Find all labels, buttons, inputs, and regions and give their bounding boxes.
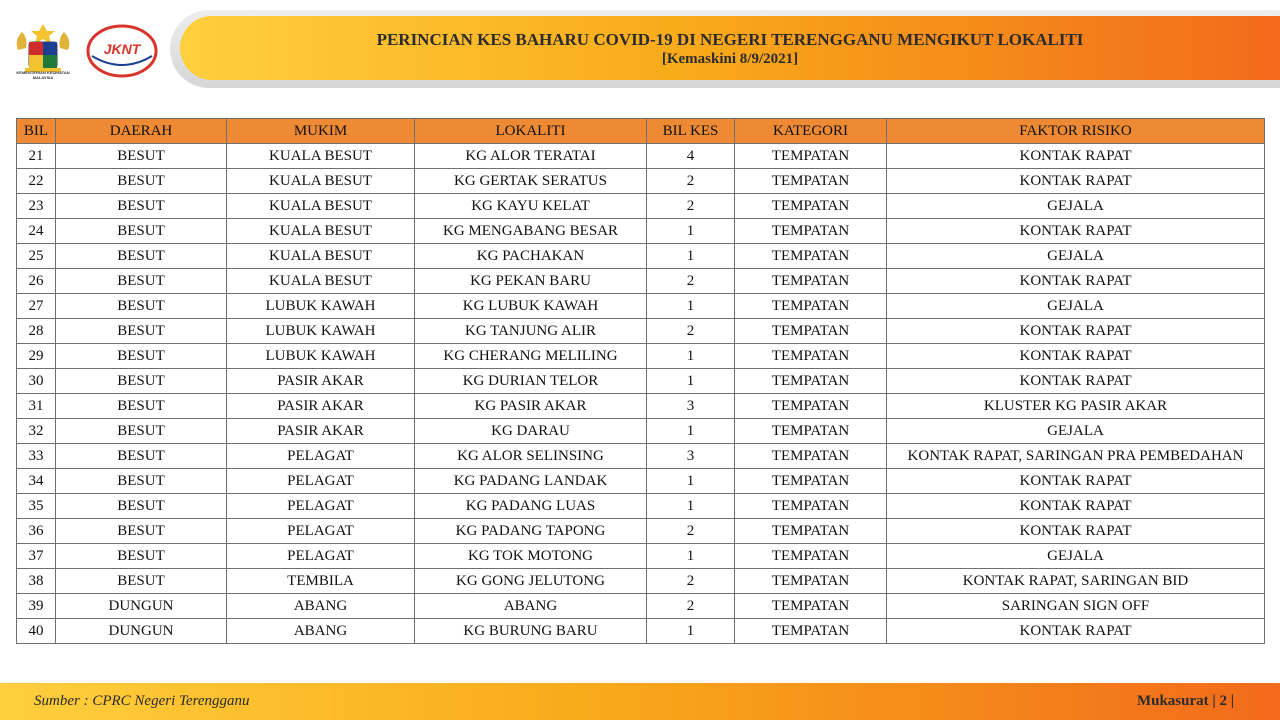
cell-kategori: TEMPATAN <box>735 544 887 569</box>
cell-daerah: BESUT <box>56 244 227 269</box>
table-row <box>17 269 1265 294</box>
cell-bil: 21 <box>17 144 56 169</box>
cell-bil: 33 <box>17 444 56 469</box>
cell-daerah: BESUT <box>56 294 227 319</box>
header-col-mukim: MUKIM <box>227 119 415 144</box>
table-row <box>17 394 1265 419</box>
cell-bil: 25 <box>17 244 56 269</box>
cell-bil: 29 <box>17 344 56 369</box>
source-note: Sumber : CPRC Negeri Terengganu <box>34 693 250 709</box>
cell-kategori: TEMPATAN <box>735 469 887 494</box>
header-col-faktor-risiko: FAKTOR RISIKO <box>887 119 1265 144</box>
table-row <box>17 419 1265 444</box>
table-body <box>17 144 1265 644</box>
cell-kategori: TEMPATAN <box>735 569 887 594</box>
cell-bil-kes: 4 <box>647 144 735 169</box>
cell-faktor-risiko: GEJALA <box>887 419 1265 444</box>
cell-kategori: TEMPATAN <box>735 219 887 244</box>
cell-bil-kes: 1 <box>647 344 735 369</box>
cell-mukim: PASIR AKAR <box>227 419 415 444</box>
cell-bil: 32 <box>17 419 56 444</box>
cell-faktor-risiko: KONTAK RAPAT <box>887 169 1265 194</box>
header-title-box <box>180 16 1280 80</box>
cell-daerah: BESUT <box>56 569 227 594</box>
cell-faktor-risiko: KONTAK RAPAT <box>887 269 1265 294</box>
cell-faktor-risiko: KONTAK RAPAT <box>887 519 1265 544</box>
header-col-bil: BIL <box>17 119 56 144</box>
table-row <box>17 169 1265 194</box>
cell-kategori: TEMPATAN <box>735 619 887 644</box>
cell-lokaliti: KG BURUNG BARU <box>415 619 647 644</box>
cell-daerah: BESUT <box>56 219 227 244</box>
cell-lokaliti: KG CHERANG MELILING <box>415 344 647 369</box>
header-col-kategori: KATEGORI <box>735 119 887 144</box>
table-row <box>17 569 1265 594</box>
moh-caption: KEMENTERIAN KESIHATAN MALAYSIA <box>16 70 70 80</box>
cell-lokaliti: KG PASIR AKAR <box>415 394 647 419</box>
cell-daerah: BESUT <box>56 344 227 369</box>
cell-lokaliti: KG MENGABANG BESAR <box>415 219 647 244</box>
table-row <box>17 244 1265 269</box>
table-row <box>17 369 1265 394</box>
table-row <box>17 319 1265 344</box>
cell-daerah: BESUT <box>56 194 227 219</box>
cell-mukim: TEMBILA <box>227 569 415 594</box>
cell-kategori: TEMPATAN <box>735 519 887 544</box>
table-row <box>17 194 1265 219</box>
cell-daerah: BESUT <box>56 169 227 194</box>
cell-kategori: TEMPATAN <box>735 369 887 394</box>
cell-daerah: BESUT <box>56 469 227 494</box>
cell-daerah: BESUT <box>56 544 227 569</box>
cell-bil-kes: 2 <box>647 269 735 294</box>
cell-faktor-risiko: KONTAK RAPAT <box>887 619 1265 644</box>
page-title: PERINCIAN KES BAHARU COVID-19 DI NEGERI TERENGGANU MENGIKUT LOKALITI <box>376 29 1084 49</box>
cell-bil: 34 <box>17 469 56 494</box>
cell-mukim: PELAGAT <box>227 544 415 569</box>
cell-bil: 31 <box>17 394 56 419</box>
cell-mukim: KUALA BESUT <box>227 269 415 294</box>
table-row <box>17 469 1265 494</box>
cell-bil: 38 <box>17 569 56 594</box>
cell-faktor-risiko: KONTAK RAPAT <box>887 144 1265 169</box>
cell-daerah: DUNGUN <box>56 594 227 619</box>
cell-lokaliti: KG TOK MOTONG <box>415 544 647 569</box>
cell-kategori: TEMPATAN <box>735 169 887 194</box>
cell-faktor-risiko: KONTAK RAPAT, SARINGAN PRA PEMBEDAHAN <box>887 444 1265 469</box>
cell-mukim: KUALA BESUT <box>227 144 415 169</box>
cell-mukim: PELAGAT <box>227 519 415 544</box>
cell-lokaliti: KG LUBUK KAWAH <box>415 294 647 319</box>
cell-faktor-risiko: SARINGAN SIGN OFF <box>887 594 1265 619</box>
cell-kategori: TEMPATAN <box>735 319 887 344</box>
table-row <box>17 144 1265 169</box>
cell-lokaliti: KG DURIAN TELOR <box>415 369 647 394</box>
cell-daerah: BESUT <box>56 269 227 294</box>
cell-faktor-risiko: KONTAK RAPAT <box>887 494 1265 519</box>
cell-bil: 23 <box>17 194 56 219</box>
cell-mukim: LUBUK KAWAH <box>227 294 415 319</box>
cell-lokaliti: KG ALOR TERATAI <box>415 144 647 169</box>
cell-bil-kes: 2 <box>647 569 735 594</box>
cell-mukim: KUALA BESUT <box>227 219 415 244</box>
table-header-row <box>17 119 1265 144</box>
cell-bil-kes: 1 <box>647 469 735 494</box>
cell-mukim: PASIR AKAR <box>227 369 415 394</box>
cell-kategori: TEMPATAN <box>735 494 887 519</box>
cell-kategori: TEMPATAN <box>735 294 887 319</box>
cell-faktor-risiko: GEJALA <box>887 544 1265 569</box>
update-date: [Kemaskini 8/9/2021] <box>661 50 799 67</box>
header-col-bil-kes: BIL KES <box>647 119 735 144</box>
cell-bil-kes: 1 <box>647 419 735 444</box>
cell-mukim: KUALA BESUT <box>227 169 415 194</box>
cell-faktor-risiko: KONTAK RAPAT <box>887 219 1265 244</box>
cases-table <box>16 118 1265 644</box>
cell-bil-kes: 1 <box>647 369 735 394</box>
cases-table-container <box>16 118 1264 644</box>
table-row <box>17 594 1265 619</box>
cell-bil-kes: 2 <box>647 519 735 544</box>
table-row <box>17 444 1265 469</box>
cell-bil-kes: 1 <box>647 244 735 269</box>
cell-bil-kes: 3 <box>647 444 735 469</box>
cell-mukim: KUALA BESUT <box>227 194 415 219</box>
cell-mukim: PELAGAT <box>227 469 415 494</box>
cell-kategori: TEMPATAN <box>735 344 887 369</box>
cell-faktor-risiko: GEJALA <box>887 244 1265 269</box>
table-row <box>17 519 1265 544</box>
cell-bil: 28 <box>17 319 56 344</box>
cell-kategori: TEMPATAN <box>735 269 887 294</box>
cell-kategori: TEMPATAN <box>735 144 887 169</box>
cell-lokaliti: KG TANJUNG ALIR <box>415 319 647 344</box>
cell-mukim: LUBUK KAWAH <box>227 319 415 344</box>
page-header <box>0 0 1280 100</box>
cell-lokaliti: KG DARAU <box>415 419 647 444</box>
cell-faktor-risiko: KONTAK RAPAT <box>887 469 1265 494</box>
cell-bil: 26 <box>17 269 56 294</box>
cell-daerah: BESUT <box>56 394 227 419</box>
cell-daerah: DUNGUN <box>56 619 227 644</box>
cell-lokaliti: ABANG <box>415 594 647 619</box>
jknt-logo-text: JKNT <box>103 41 141 57</box>
cell-bil: 30 <box>17 369 56 394</box>
cell-bil-kes: 2 <box>647 194 735 219</box>
cell-bil-kes: 2 <box>647 594 735 619</box>
cell-daerah: BESUT <box>56 419 227 444</box>
cell-mukim: PELAGAT <box>227 494 415 519</box>
cell-lokaliti: KG GERTAK SERATUS <box>415 169 647 194</box>
table-row <box>17 219 1265 244</box>
cell-bil: 35 <box>17 494 56 519</box>
cell-faktor-risiko: KONTAK RAPAT <box>887 369 1265 394</box>
cell-bil-kes: 1 <box>647 494 735 519</box>
cell-bil: 27 <box>17 294 56 319</box>
table-row <box>17 344 1265 369</box>
cell-mukim: ABANG <box>227 619 415 644</box>
cell-faktor-risiko: GEJALA <box>887 194 1265 219</box>
cell-bil-kes: 1 <box>647 544 735 569</box>
cell-bil-kes: 1 <box>647 294 735 319</box>
cell-bil-kes: 2 <box>647 319 735 344</box>
cell-lokaliti: KG GONG JELUTONG <box>415 569 647 594</box>
page-number: Mukasurat | 2 | <box>1136 693 1234 709</box>
cell-kategori: TEMPATAN <box>735 244 887 269</box>
table-row <box>17 544 1265 569</box>
table-row <box>17 494 1265 519</box>
jknt-logo <box>86 24 158 78</box>
cell-lokaliti: KG PADANG LANDAK <box>415 469 647 494</box>
table-row <box>17 619 1265 644</box>
cell-bil: 36 <box>17 519 56 544</box>
cell-bil: 22 <box>17 169 56 194</box>
cell-bil: 37 <box>17 544 56 569</box>
cell-kategori: TEMPATAN <box>735 444 887 469</box>
cell-daerah: BESUT <box>56 444 227 469</box>
cell-faktor-risiko: KONTAK RAPAT, SARINGAN BID <box>887 569 1265 594</box>
cell-bil-kes: 1 <box>647 219 735 244</box>
table-row <box>17 294 1265 319</box>
cell-lokaliti: KG ALOR SELINSING <box>415 444 647 469</box>
cell-bil: 40 <box>17 619 56 644</box>
cell-faktor-risiko: KONTAK RAPAT <box>887 344 1265 369</box>
cell-lokaliti: KG PADANG TAPONG <box>415 519 647 544</box>
cell-bil-kes: 2 <box>647 169 735 194</box>
cell-daerah: BESUT <box>56 319 227 344</box>
cell-bil: 39 <box>17 594 56 619</box>
header-col-daerah: DAERAH <box>56 119 227 144</box>
cell-kategori: TEMPATAN <box>735 194 887 219</box>
cell-kategori: TEMPATAN <box>735 419 887 444</box>
cell-lokaliti: KG KAYU KELAT <box>415 194 647 219</box>
cell-lokaliti: KG PADANG LUAS <box>415 494 647 519</box>
cell-daerah: BESUT <box>56 494 227 519</box>
cell-lokaliti: KG PEKAN BARU <box>415 269 647 294</box>
cell-faktor-risiko: GEJALA <box>887 294 1265 319</box>
cell-bil: 24 <box>17 219 56 244</box>
cell-mukim: KUALA BESUT <box>227 244 415 269</box>
cell-lokaliti: KG PACHAKAN <box>415 244 647 269</box>
cell-mukim: LUBUK KAWAH <box>227 344 415 369</box>
cell-mukim: ABANG <box>227 594 415 619</box>
cell-mukim: PELAGAT <box>227 444 415 469</box>
cell-daerah: BESUT <box>56 519 227 544</box>
cell-kategori: TEMPATAN <box>735 594 887 619</box>
cell-faktor-risiko: KLUSTER KG PASIR AKAR <box>887 394 1265 419</box>
cell-bil-kes: 1 <box>647 619 735 644</box>
cell-kategori: TEMPATAN <box>735 394 887 419</box>
page-footer <box>0 683 1280 720</box>
header-col-lokaliti: LOKALITI <box>415 119 647 144</box>
cell-daerah: BESUT <box>56 144 227 169</box>
cell-faktor-risiko: KONTAK RAPAT <box>887 319 1265 344</box>
cell-daerah: BESUT <box>56 369 227 394</box>
cell-bil-kes: 3 <box>647 394 735 419</box>
cell-mukim: PASIR AKAR <box>227 394 415 419</box>
